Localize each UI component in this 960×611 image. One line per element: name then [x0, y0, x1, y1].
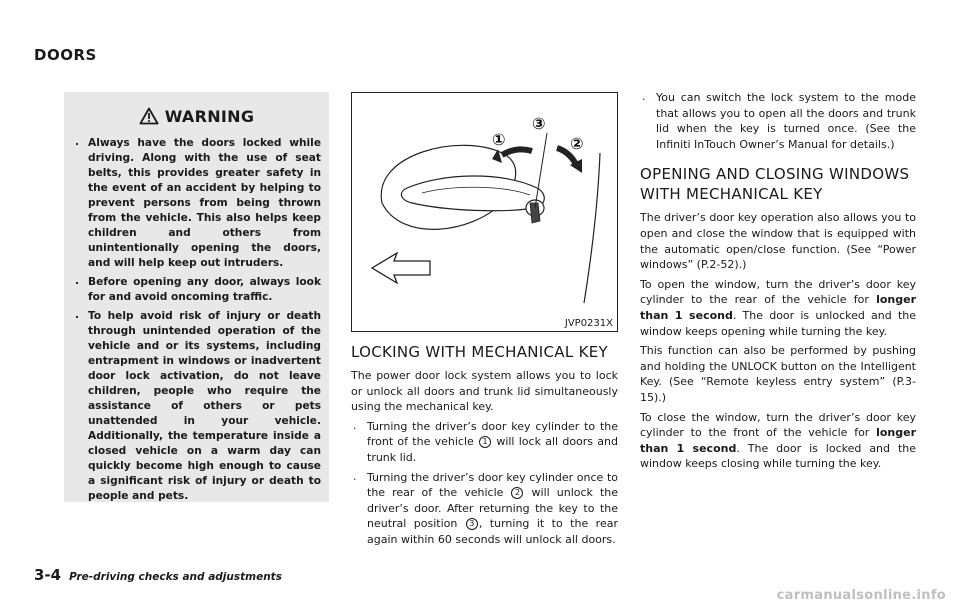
- door-handle-illustration: [352, 93, 617, 331]
- locking-intro: The power door lock system allows you to lock or unlock all doors and trunk lid simultaneously using the mechanical key.: [351, 369, 618, 414]
- watermark: carmanualsonline.info: [776, 588, 946, 603]
- page-number: 3-4: [34, 566, 62, 584]
- door-handle-figure: [351, 92, 618, 332]
- warning-title: WARNING: [164, 106, 255, 126]
- warning-triangle-icon: [139, 107, 159, 125]
- warning-box: [64, 92, 329, 502]
- locking-section: [351, 342, 618, 552]
- footer-title: Pre-driving checks and adjustments: [69, 571, 282, 583]
- figure-caption: JVP0231X: [564, 318, 613, 329]
- warning-item: . Always have the doors locked while driving. Along with the use of seat belts, this provides greater safety in the event of an accident by helping to prevent persons from being thrown from the vehicle. This also helps keep children and others from unintentionally opening the doors, and will help keep out intruders.: [72, 136, 321, 271]
- locking-heading: LOCKING WITH MECHANICAL KEY: [351, 343, 608, 361]
- callout-3: ③: [532, 114, 546, 133]
- warning-header: [72, 100, 321, 132]
- marker-1: 1: [479, 436, 491, 448]
- windows-para-2: To open the window, turn the driver’s door key cylinder to the rear of the vehicle for longer than 1 second. The door is unlocked and the window keeps opening while turning the key.: [640, 277, 916, 338]
- windows-heading: OPENING AND CLOSING WINDOWS WITH MECHANICAL KEY: [640, 165, 910, 204]
- section-title: DOORS: [34, 46, 97, 64]
- handle-shape: [401, 176, 544, 211]
- rotation-arrow-front: [502, 149, 532, 155]
- lock-mode-list: [640, 90, 916, 152]
- windows-para-3: This function can also be performed by pushing and holding the UNLOCK button on the Intelligent Key. (See “Remote keyless entry system” (P.3-15).): [640, 344, 916, 404]
- marker-3: 3: [466, 518, 478, 530]
- callout-1: ①: [492, 130, 506, 149]
- warning-list: [72, 136, 321, 504]
- direction-arrow: [372, 253, 430, 283]
- marker-2: 2: [511, 487, 523, 499]
- windows-section: [640, 90, 916, 476]
- warning-item: . To help avoid risk of injury or death through unintended operation of the vehicle and or its systems, including entrapment in windows or inadvertent door lock activation, do not leave children, people who require the assistance of others or pets unattended in your vehicle. Additionally, the temperature inside a closed vehicle on a warm day can quickly become high enough to cause a significant risk of injury or death to people and pets.: [72, 309, 321, 504]
- locking-bullet-2: . Turning the driver’s door key cylinder once to the rear of the vehicle 2 will unlock the driver’s door. After returning the key to the neutral position 3 , turning it to the rear again within 60 seconds will unlock all doors.: [351, 470, 618, 548]
- locking-bullet-1: . Turning the driver’s door key cylinder to the front of the vehicle 1 will lock all doors and trunk lid.: [351, 419, 618, 466]
- door-edge-line: [584, 153, 600, 303]
- warning-item: . Before opening any door, always look for and avoid oncoming traffic.: [72, 275, 321, 305]
- windows-para-4: To close the window, turn the driver’s door key cylinder to the front of the vehicle for longer than 1 second. The door is locked and the window keeps closing while turning the key.: [640, 410, 916, 471]
- lock-mode-bullet: . You can switch the lock system to the mode that allows you to open all the doors and trunk lid when the key is turned once. (See the Infiniti InTouch Owner’s Manual for details.): [640, 90, 916, 152]
- windows-para-1: The driver’s door key operation also allows you to open and close the window that is equipped with the automatic open/close function. (See “Power windows” (P.2-52).): [640, 211, 916, 272]
- locking-list: [351, 419, 618, 548]
- callout-2: ②: [570, 134, 584, 153]
- page-footer: [34, 566, 282, 584]
